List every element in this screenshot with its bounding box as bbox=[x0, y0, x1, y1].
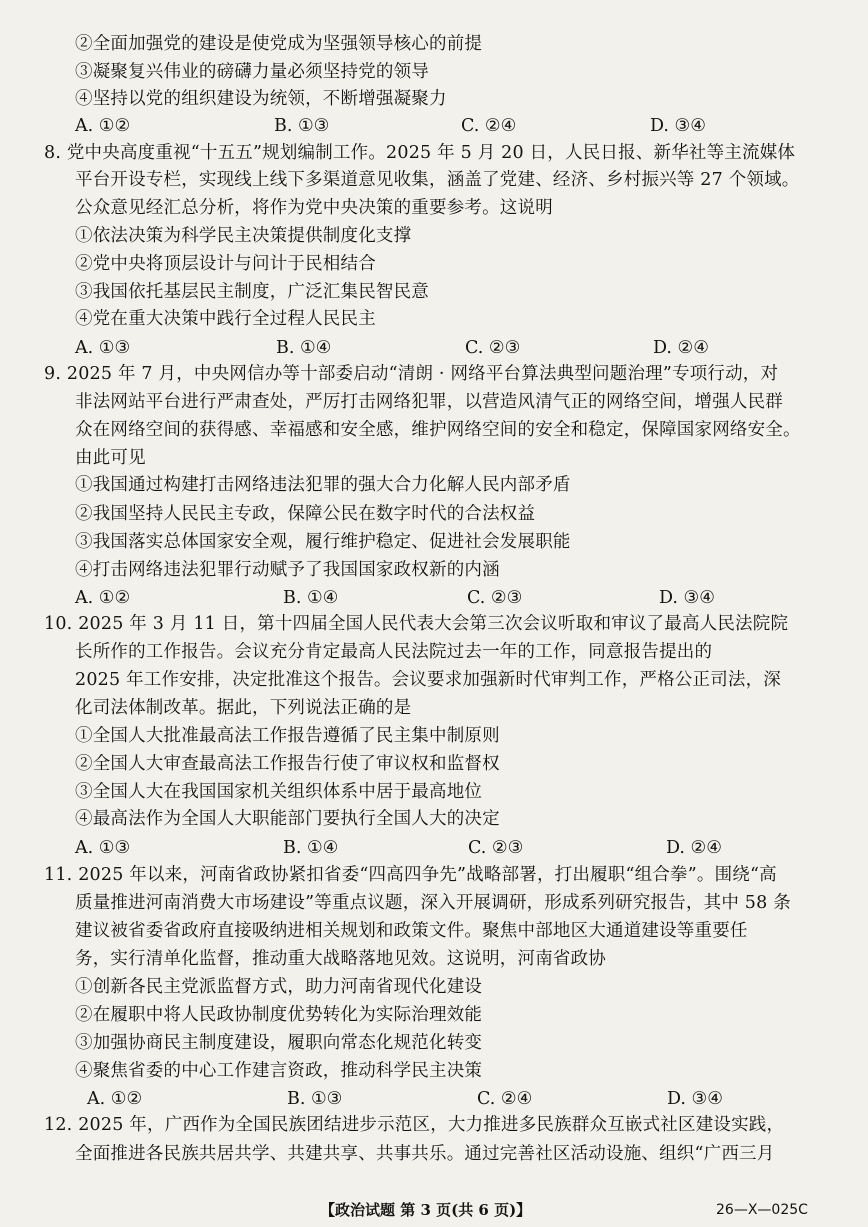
q11-item: ④聚焦省委的中心工作建言资政，推动科学民主决策 bbox=[75, 1061, 483, 1081]
option-b: B. ①④ bbox=[283, 588, 339, 608]
q11-stem-line: 质量推进河南消费大市场建设”等重点议题，深入开展调研，形成系列研究报告，其中 58 条 bbox=[75, 893, 791, 913]
q9-options bbox=[75, 586, 835, 610]
option-c: C. ②③ bbox=[465, 338, 521, 358]
q9-item: ④打击网络违法犯罪行动赋予了我国国家政权新的内涵 bbox=[75, 560, 500, 580]
q8-stem-line: 8. 党中央高度重视“十五五”规划编制工作。2025 年 5 月 20 日，人民日报、新华社等主流媒体 bbox=[44, 143, 796, 163]
option-c: C. ②④ bbox=[461, 116, 517, 136]
q7-options bbox=[75, 114, 835, 138]
q11-stem-line: 务，实行清单化监督，推动重大战略落地见效。这说明，河南省政协 bbox=[75, 949, 606, 969]
option-d: D. ②④ bbox=[653, 338, 709, 358]
q8-stem-line: 平台开设专栏，实现线上线下多渠道意见收集，涵盖了党建、经济、乡村振兴等 27 个领域。 bbox=[75, 170, 800, 190]
footer-title: 【政治试题 第 3 页(共 6 页)】 bbox=[320, 1201, 532, 1219]
q8-item: ②党中央将顶层设计与问计于民相结合 bbox=[75, 254, 376, 274]
option-a: A. ①③ bbox=[75, 338, 131, 358]
option-d: D. ②④ bbox=[666, 838, 722, 858]
q11-stem-line: 建议被省委省政府直接吸纳进相关规划和政策文件。聚焦中部地区大通道建设等重要任 bbox=[75, 921, 748, 941]
option-c: C. ②④ bbox=[477, 1089, 533, 1109]
option-d: D. ③④ bbox=[650, 116, 706, 136]
q10-item: ④最高法作为全国人大职能部门要执行全国人大的决定 bbox=[75, 809, 500, 829]
q9-item: ②我国坚持人民民主专政，保障公民在数字时代的合法权益 bbox=[75, 504, 536, 524]
option-b: B. ①③ bbox=[274, 116, 330, 136]
q10-stem-line: 2025 年工作安排，决定批准这个报告。会议要求加强新时代审判工作，严格公正司法，深 bbox=[75, 670, 781, 690]
q10-options bbox=[75, 836, 835, 860]
option-d: D. ③④ bbox=[667, 1089, 723, 1109]
q7-item: ④坚持以党的组织建设为统领，不断增强凝聚力 bbox=[75, 89, 447, 109]
q10-item: ③全国人大在我国国家机关组织体系中居于最高地位 bbox=[75, 782, 483, 802]
q11-options bbox=[75, 1087, 835, 1111]
option-a: A. ①② bbox=[75, 116, 131, 136]
option-b: B. ①④ bbox=[283, 838, 339, 858]
option-b: B. ①④ bbox=[276, 338, 332, 358]
q7-item: ③凝聚复兴伟业的磅礴力量必须坚持党的领导 bbox=[75, 62, 429, 82]
q10-stem-line: 10. 2025 年 3 月 11 日，第十四届全国人民代表大会第三次会议听取和审议了最高人民法院院 bbox=[44, 614, 789, 634]
page-footer bbox=[0, 1198, 868, 1222]
option-b: B. ①③ bbox=[287, 1089, 343, 1109]
q10-stem-line: 化司法体制改革。据此，下列说法正确的是 bbox=[75, 698, 412, 718]
option-d: D. ③④ bbox=[659, 588, 715, 608]
q11-item: ③加强协商民主制度建设，履职向常态化规范化转变 bbox=[75, 1033, 483, 1053]
q8-item: ③我国依托基层民主制度，广泛汇集民智民意 bbox=[75, 282, 429, 302]
q9-stem-line: 非法网站平台进行严肃查处，严厉打击网络犯罪，以营造风清气正的网络空间，增强人民群 bbox=[75, 392, 783, 412]
option-a: A. ①② bbox=[87, 1089, 143, 1109]
q12-stem-line: 12. 2025 年，广西作为全国民族团结进步示范区，大力推进多民族群众互嵌式社区建设实践， bbox=[44, 1115, 785, 1135]
q9-item: ③我国落实总体国家安全观，履行维护稳定、促进社会发展职能 bbox=[75, 532, 571, 552]
q12-stem-line: 全面推进各民族共居共学、共建共享、共事共乐。通过完善社区活动设施、组织“广西三月 bbox=[75, 1144, 775, 1164]
q7-item: ②全面加强党的建设是使党成为坚强领导核心的前提 bbox=[75, 34, 483, 54]
q11-stem-line: 11. 2025 年以来，河南省政协紧扣省委“四高四争先”战略部署，打出履职“组合拳”。围绕“高 bbox=[44, 865, 777, 885]
q11-item: ②在履职中将人民政协制度优势转化为实际治理效能 bbox=[75, 1005, 483, 1025]
q8-options bbox=[75, 336, 835, 360]
q9-stem-line: 由此可见 bbox=[75, 448, 146, 468]
q11-item: ①创新各民主党派监督方式，助力河南省现代化建设 bbox=[75, 977, 483, 997]
q10-stem-line: 长所作的工作报告。会议充分肯定最高人民法院过去一年的工作，同意报告提出的 bbox=[75, 642, 713, 662]
option-a: A. ①③ bbox=[75, 838, 131, 858]
q9-stem-line: 9. 2025 年 7 月，中央网信办等十部委启动“清朗 · 网络平台算法典型问题治理”专项行动，对 bbox=[44, 364, 779, 384]
q9-stem-line: 众在网络空间的获得感、幸福感和安全感，维护网络空间的安全和稳定，保障国家网络安全。 bbox=[75, 420, 801, 440]
option-c: C. ②③ bbox=[467, 588, 523, 608]
q8-item: ①依法决策为科学民主决策提供制度化支撑 bbox=[75, 226, 412, 246]
q10-item: ①全国人大批准最高法工作报告遵循了民主集中制原则 bbox=[75, 726, 500, 746]
q8-stem-line: 公众意见经汇总分析，将作为党中央决策的重要参考。这说明 bbox=[75, 198, 553, 218]
q10-item: ②全国人大审查最高法工作报告行使了审议权和监督权 bbox=[75, 754, 500, 774]
option-a: A. ①② bbox=[75, 588, 131, 608]
paper-code: 26—X—025C bbox=[716, 1202, 808, 1218]
option-c: C. ②③ bbox=[468, 838, 524, 858]
q8-item: ④党在重大决策中践行全过程人民民主 bbox=[75, 309, 376, 329]
q9-item: ①我国通过构建打击网络违法犯罪的强大合力化解人民内部矛盾 bbox=[75, 475, 571, 495]
